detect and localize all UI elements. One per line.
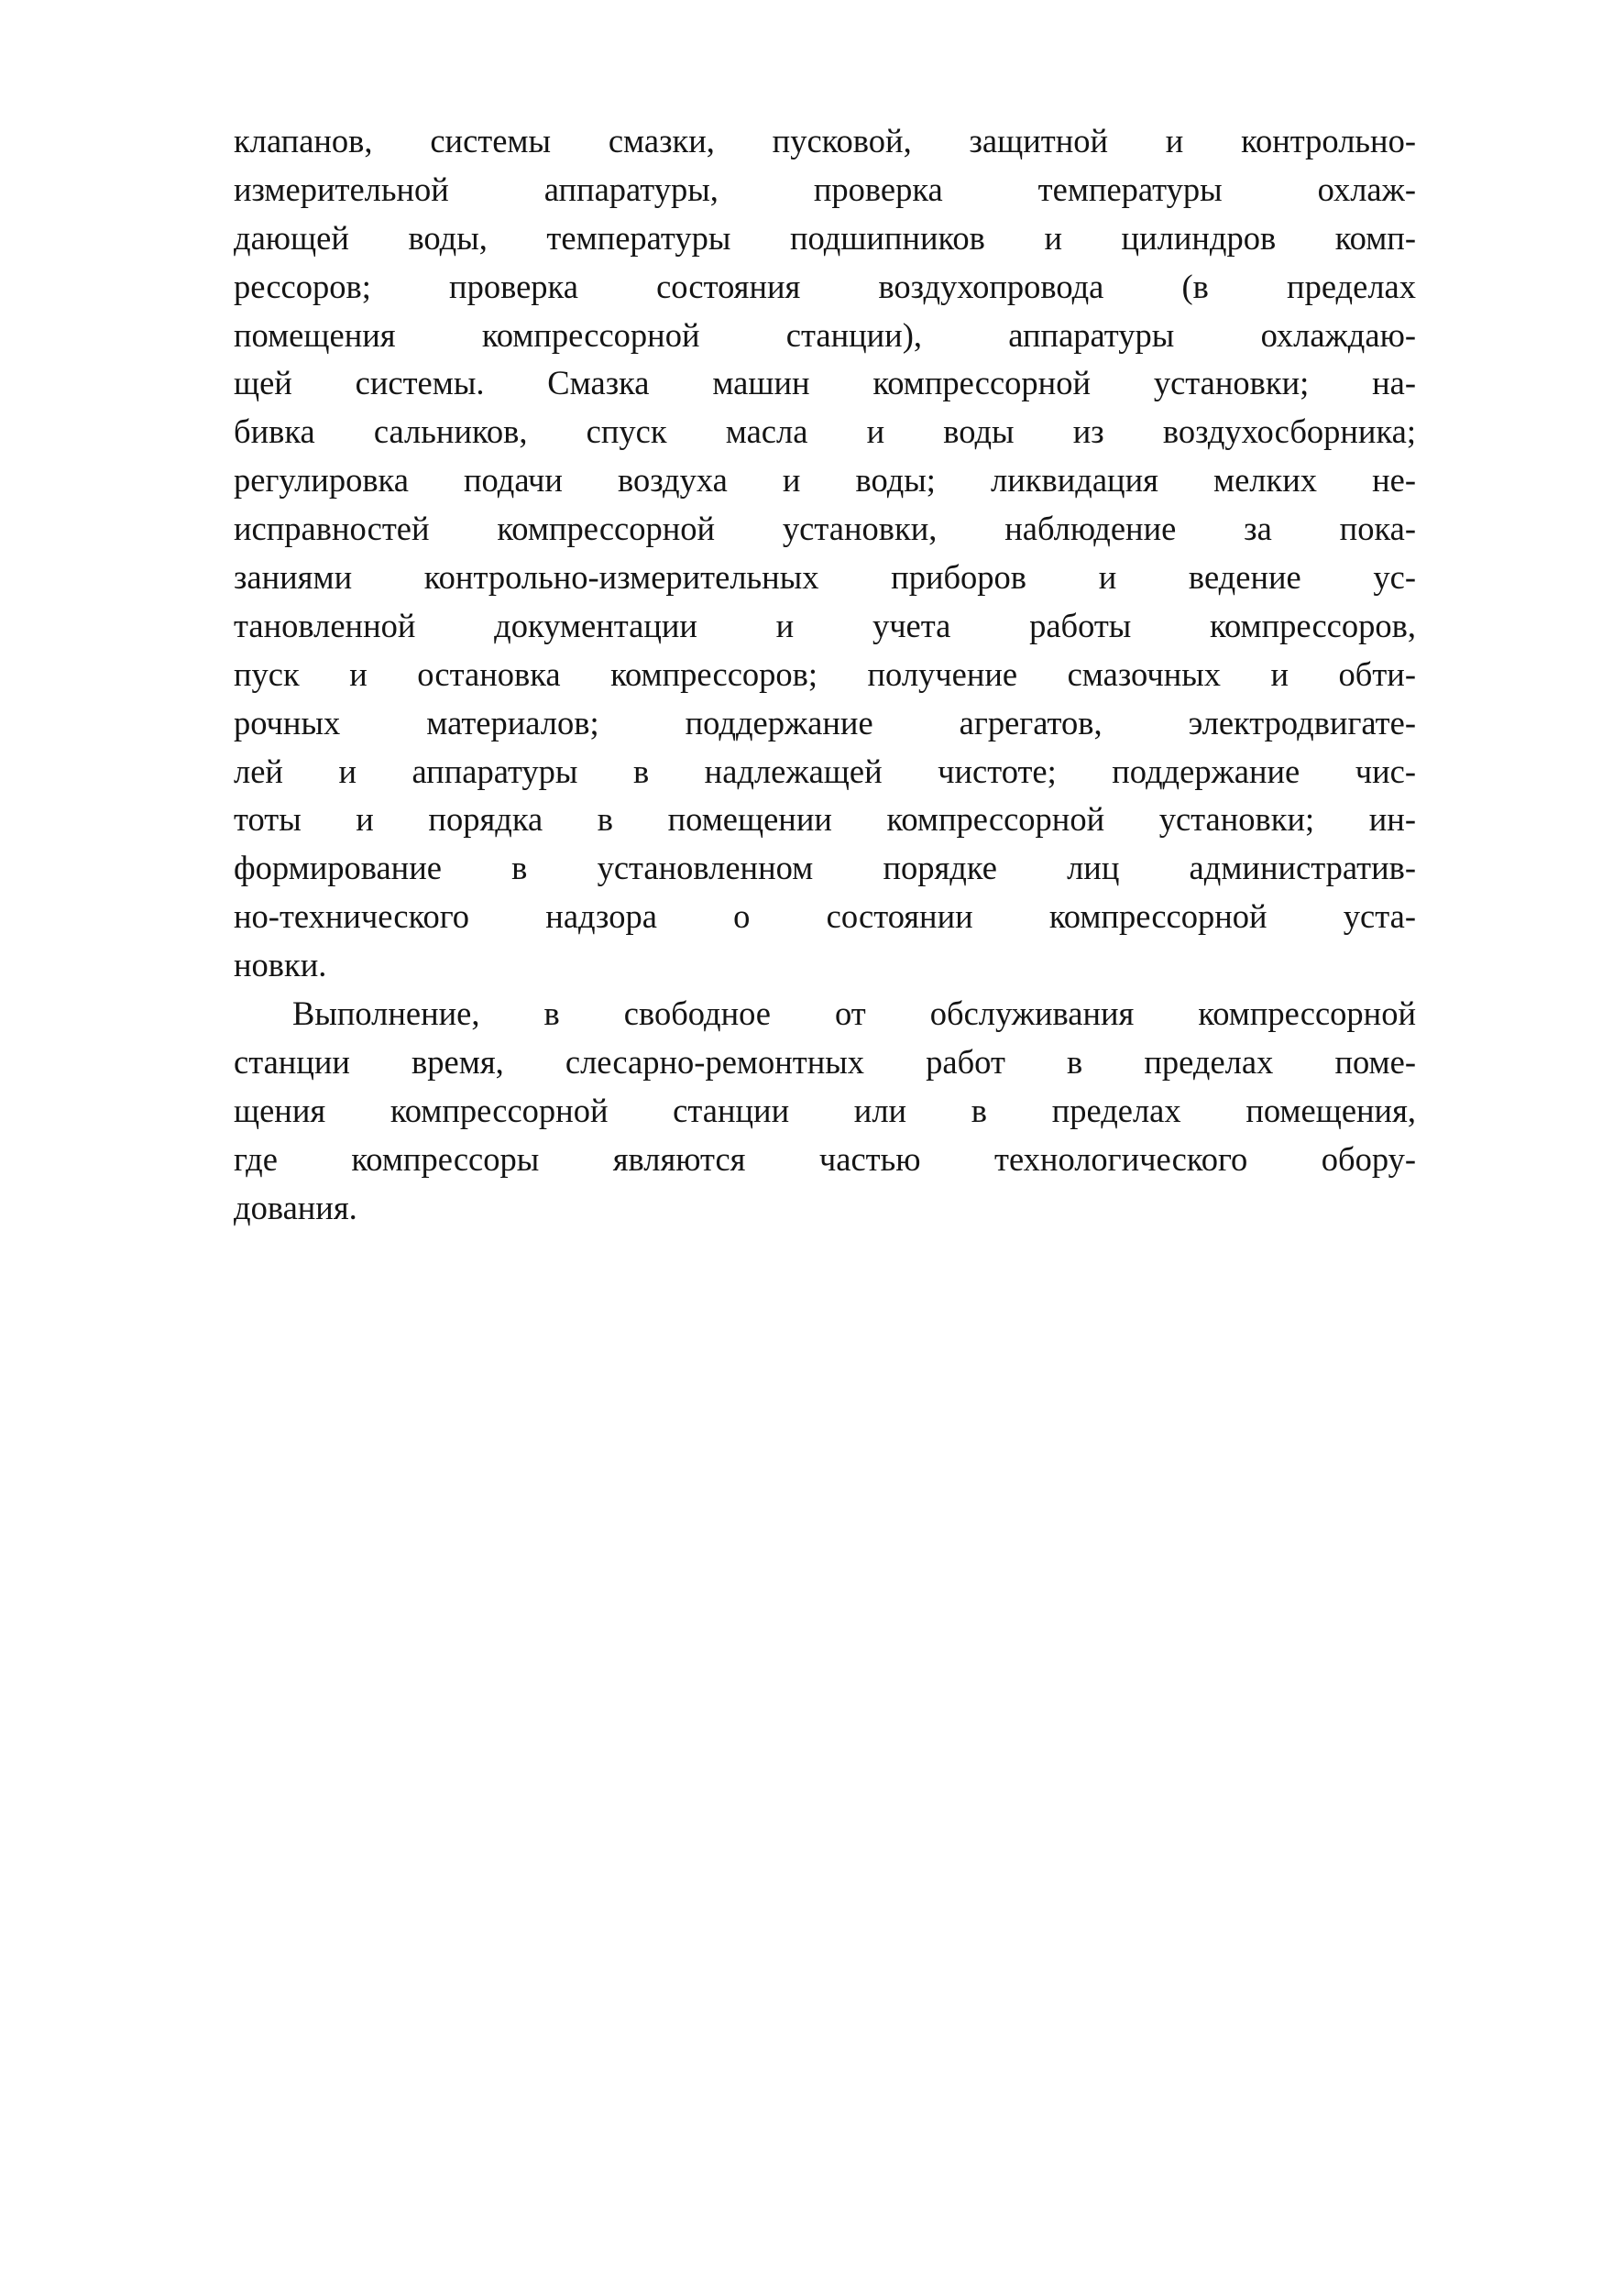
text-line: щей системы. Смазка машин компрессорной установки; на- — [234, 364, 1416, 402]
text-line: рочных материалов; поддержание агрегатов, электродвигате- — [234, 703, 1416, 742]
text-line: где компрессоры являются частью технологического обору- — [234, 1139, 1416, 1178]
text-line: станции время, слесарно-ремонтных работ в пределах поме- — [234, 1042, 1416, 1081]
text-line: пуск и остановка компрессоров; получение смазочных и обти- — [234, 654, 1416, 693]
text-line: новки. — [234, 946, 327, 984]
text-line: регулировка подачи воздуха и воды; ликвидация мелких не- — [234, 461, 1416, 500]
text-line: заниями контрольно-измерительных приборов и ведение ус- — [234, 558, 1416, 597]
text-line: бивка сальников, спуск масла и воды из воздухосборника; — [234, 412, 1416, 451]
text-line: клапанов, системы смазки, пусковой, защитной и контрольно- — [234, 122, 1416, 159]
text-line: но-технического надзора о состоянии компрессорной уста- — [234, 897, 1416, 936]
text-line: измерительной аппаратуры, проверка температуры охлаж- — [234, 170, 1416, 208]
text-line: исправностей компрессорной установки, наблюдение за пока- — [234, 510, 1416, 548]
text-line: тановленной документации и учета работы компрессоров, — [234, 606, 1416, 644]
text-line: Выполнение, в свободное от обслуживания компрессорной — [292, 994, 1416, 1033]
text-line: рессоров; проверка состояния воздухопровода (в пределах — [234, 267, 1416, 305]
text-line: помещения компрессорной станции), аппаратуры охлаждаю- — [234, 315, 1416, 354]
text-line: дающей воды, температуры подшипников и цилиндров комп- — [234, 218, 1416, 257]
paragraph-repair-work — [234, 990, 1416, 1232]
text-line: формирование в установленном порядке лиц административ- — [234, 849, 1416, 887]
text-line: дования. — [234, 1188, 357, 1226]
text-line: тоты и порядка в помещении компрессорной установки; ин- — [234, 800, 1416, 839]
paragraph-duties — [234, 117, 1416, 990]
text-line: лей и аппаратуры в надлежащей чистоте; поддержание чис- — [234, 752, 1416, 790]
text-line: щения компрессорной станции или в пределах помещения, — [234, 1091, 1416, 1129]
body-text — [234, 117, 1416, 1232]
